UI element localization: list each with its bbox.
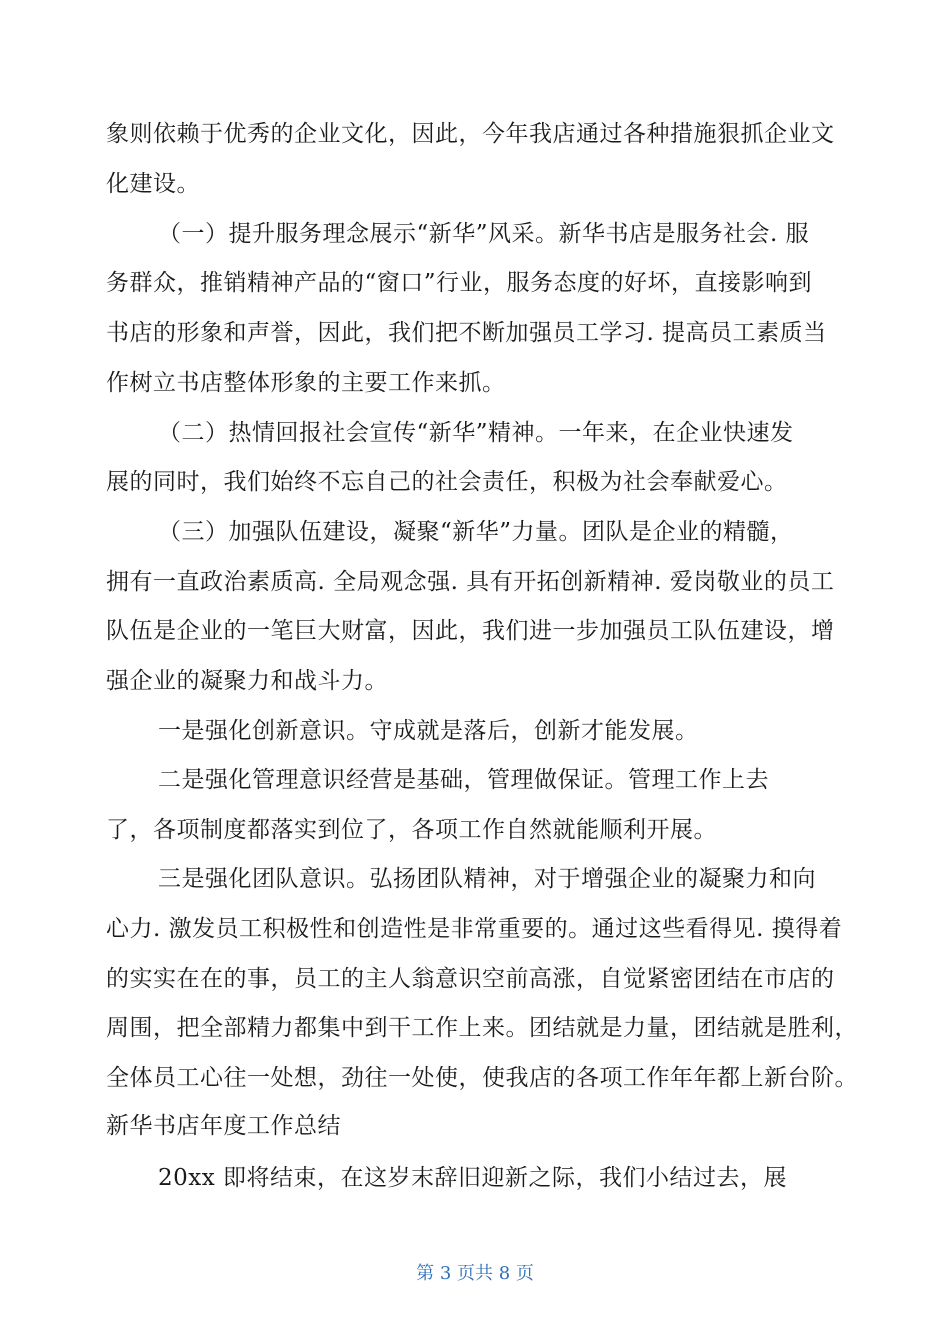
text-line: 展的同时，我们始终不忘自己的社会责任，积极为社会奉献爱心。 <box>106 469 788 495</box>
text-line: 周围，把全部精力都集中到干工作上来。团结就是力量，团结就是胜利， <box>106 1015 858 1041</box>
section-heading: 新华书店年度工作总结 <box>106 1113 341 1139</box>
page-number: 第 3 页共 8 页 <box>416 1263 534 1284</box>
text-line: 化建设。 <box>106 171 200 197</box>
text-line: 务群众，推销精神产品的“窗口”行业，服务态度的好坏，直接影响到 <box>106 270 813 296</box>
text-line: 20xx 即将结束，在这岁末辞旧迎新之际，我们小结过去，展 <box>158 1165 788 1191</box>
text-line: 拥有一直政治素质高. 全局观念强. 具有开拓创新精神. 爱岗敬业的员工 <box>106 569 835 595</box>
text-line: （三）加强队伍建设，凝聚“新华”力量。团队是企业的精髓， <box>158 519 794 545</box>
text-line: 书店的形象和声誉，因此，我们把不断加强员工学习. 提高员工素质当 <box>106 320 827 346</box>
text-line: 作树立书店整体形象的主要工作来抓。 <box>106 370 506 396</box>
text-line: 三是强化团队意识。弘扬团队精神，对于增强企业的凝聚力和向 <box>158 866 816 892</box>
text-line: 心力. 激发员工积极性和创造性是非常重要的。通过这些看得见. 摸得着 <box>106 916 843 942</box>
text-line: 了，各项制度都落实到位了，各项工作自然就能顺利开展。 <box>106 817 717 843</box>
text-line: （二）热情回报社会宣传“新华”精神。一年来，在企业快速发 <box>158 420 794 446</box>
text-line: 二是强化管理意识经营是基础，管理做保证。管理工作上去 <box>158 767 769 793</box>
text-line: 一是强化创新意识。守成就是落后，创新才能发展。 <box>158 718 699 744</box>
text-line: 象则依赖于优秀的企业文化，因此，今年我店通过各种措施狠抓企业文 <box>106 121 835 147</box>
text-line: 强企业的凝聚力和战斗力。 <box>106 668 388 694</box>
text-line: 的实实在在的事，员工的主人翁意识空前高涨，自觉紧密团结在市店的 <box>106 966 835 992</box>
text-line: 全体员工心往一处想，劲往一处使，使我店的各项工作年年都上新台阶。 <box>106 1065 858 1091</box>
text-line: 队伍是企业的一笔巨大财富，因此，我们进一步加强员工队伍建设，增 <box>106 618 835 644</box>
text-line: （一）提升服务理念展示“新华”风采。新华书店是服务社会. 服 <box>158 221 810 247</box>
